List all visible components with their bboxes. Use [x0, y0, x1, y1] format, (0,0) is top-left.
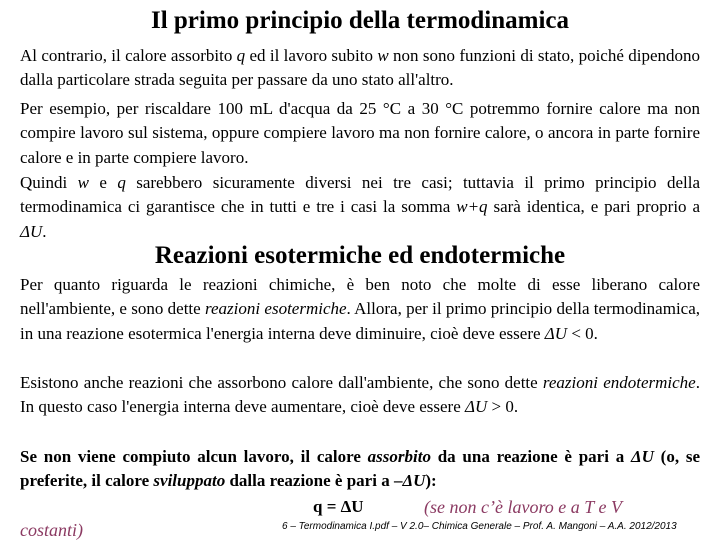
text-span: .	[42, 221, 47, 241]
text-span: Esistono anche reazioni che assorbono calore dall'ambiente, che sono dette	[20, 373, 543, 392]
text-span: e	[88, 173, 118, 192]
formula-line	[0, 495, 720, 519]
text-span: Al contrario, il calore assorbito	[20, 46, 237, 65]
text-span: da una reazione è pari a	[430, 447, 631, 466]
symbol-delta-u: ΔU	[544, 323, 568, 343]
paragraph-state-functions	[20, 44, 700, 93]
text-span: Se non viene compiuto alcun lavoro, il calore	[20, 447, 368, 466]
text-span: non sono funzioni di stato, poiché dipendono dalla particolare strada seguita per passare da uno stato all'altro.	[20, 46, 700, 90]
text-span: ):	[425, 471, 437, 491]
term-developed: sviluppato	[153, 471, 226, 491]
paragraph-exothermic	[20, 273, 700, 346]
text-span: Per quanto riguarda le reazioni chimiche, è ben noto che molte di esse liberano calore nell'ambiente, e sono dette	[20, 275, 700, 319]
paragraph-endothermic	[20, 371, 700, 420]
text-span: sarà identica, e pari proprio a	[487, 197, 700, 217]
symbol-q: q	[236, 46, 246, 65]
symbol-q: q	[117, 173, 126, 192]
text-span: (o, se preferite, il calore	[20, 447, 700, 491]
text-span: . In questo caso l'energia interna deve aumentare, cioè deve essere	[20, 373, 700, 417]
symbol-w: w	[377, 46, 389, 65]
paragraph-heat-equals-delta-u	[20, 445, 700, 494]
paragraph-first-principle	[20, 171, 700, 244]
text-span: dalla reazione è pari a –	[225, 471, 403, 491]
text-span: . Allora, per il primo principio della termodinamica, in una reazione esotermica l'energia interna deve diminuire, cioè deve essere	[20, 299, 701, 343]
slide-title: Il primo principio della termodinamica	[150, 7, 570, 34]
symbol-w: w	[77, 173, 89, 192]
formula: q = ΔU	[313, 497, 364, 516]
symbol-delta-u: ΔU	[20, 221, 43, 241]
term-exothermic: reazioni esotermiche	[205, 299, 347, 319]
paragraph-example: Per esempio, per riscaldare 100 mL d'acqua da 25 °C a 30 °C potremmo fornire calore ma non compire lavoro sul sistema, oppure compiere lavoro ma non fornire calore, o ancora in parte fornire calore e in parte compiere lavoro.	[20, 99, 700, 167]
formula-note-continuation: costanti)	[20, 520, 83, 540]
text-span: sarebbero sicuramente diversi nei tre casi; tuttavia il primo principio della termodinamica ci garantisce che in tutti e tre i casi la somma	[20, 173, 700, 217]
symbol-delta-u: ΔU	[402, 471, 426, 491]
text-span: Quindi	[20, 173, 78, 192]
symbol-w-plus-q: w+q	[456, 197, 488, 217]
symbol-delta-u: ΔU	[465, 397, 488, 417]
formula-note: (se non c’è lavoro e a T e V	[424, 497, 622, 517]
footer: 6 – Termodinamica I.pdf – V 2.0– Chimica Generale – Prof. A. Mangoni – A.A. 2012/2013	[282, 521, 677, 532]
term-endothermic: reazioni endotermiche	[542, 373, 696, 392]
text-span: > 0.	[487, 397, 519, 417]
section-heading: Reazioni esotermiche ed endotermiche	[154, 242, 566, 269]
symbol-delta-u: ΔU	[630, 447, 654, 466]
text-span: ed il lavoro subito	[245, 46, 378, 65]
term-absorbed: assorbito	[367, 447, 431, 466]
text-span: < 0.	[567, 323, 598, 343]
